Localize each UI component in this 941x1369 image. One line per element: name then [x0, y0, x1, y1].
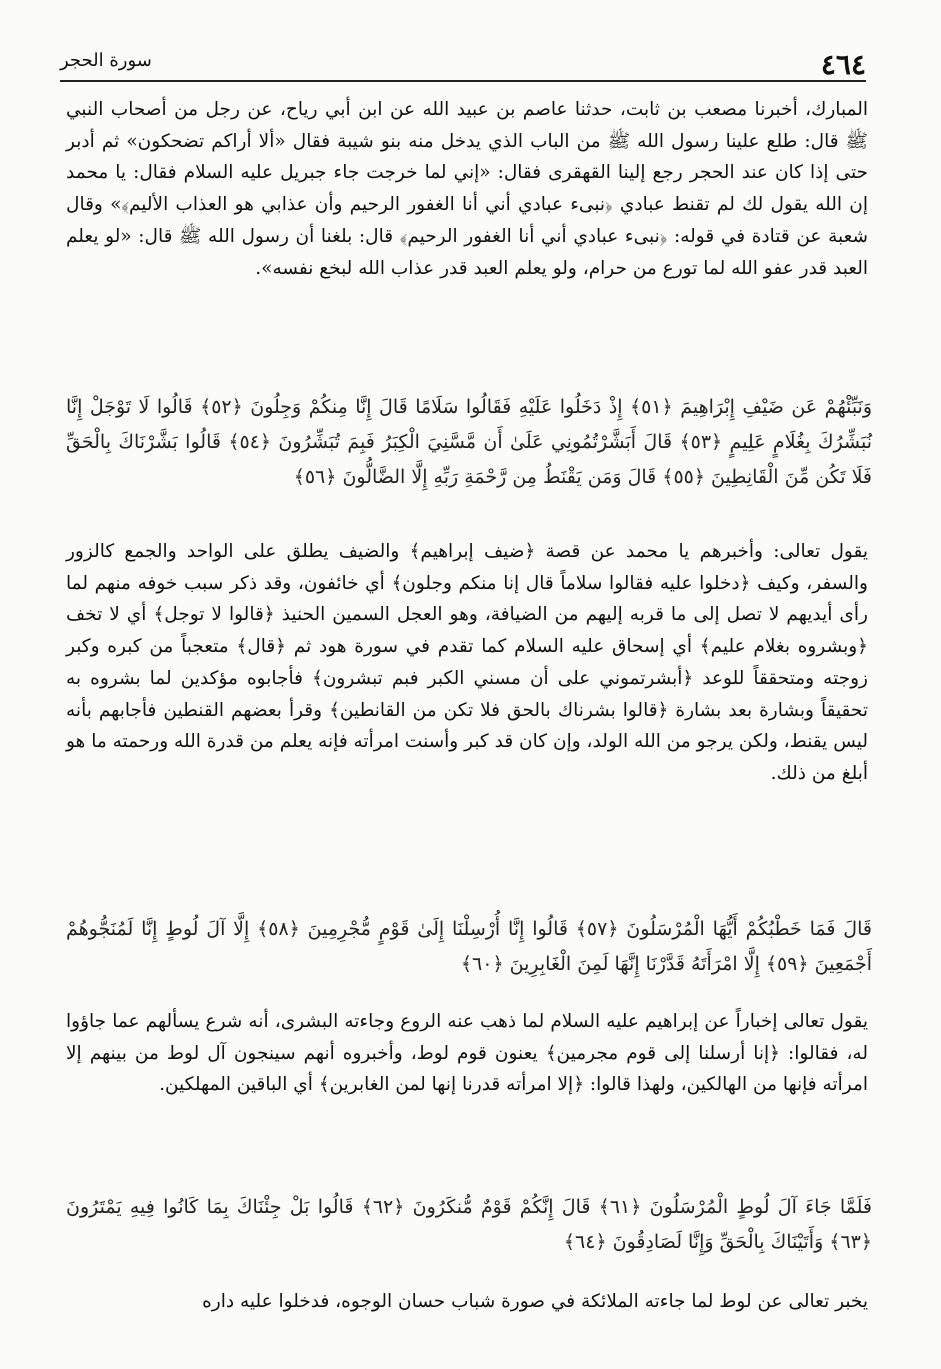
- surah-title: سورة الحجر: [60, 50, 152, 71]
- commentary-paragraph-1: المبارك، أخبرنا مصعب بن ثابت، حدثنا عاصم بن عبيد الله عن ابن أبي رياح، عن رجل من أصحاب النبي ﷺ قال: طلع علينا رسول الله ﷺ من الباب الذي يدخل منه بنو شيبة فقال «ألا أراكم تضحكون» ثم أدبر حتى إذا كان عند الحجر رجع إلينا القهقرى فقال: «إني لما خرجت جاء جبريل عليه السلام فقال: يا محمد إن الله يقول لك لم تقنط عبادي ﴿نبىء عبادي أني أنا الغفور الرحيم وأن عذابي هو العذاب الأليم﴾» وقال شعبة عن قتادة في قوله: ﴿نبىء عبادي أني أنا الغفور الرحيم﴾ قال: بلغنا أن رسول الله ﷺ قال: «لو يعلم العبد قدر عفو الله لما تورع من حرام، ولو يعلم العبد قدر عذاب الله لبخع نفسه».: [66, 99, 868, 279]
- quran-verses-51-56: وَنَبِّئْهُمْ عَن ضَيْفِ إِبْرَاهِيمَ ﴿٥١﴾ إِذْ دَخَلُوا عَلَيْهِ فَقَالُوا سَلَامًا قَالَ إِنَّا مِنكُمْ وَجِلُونَ ﴿٥٢﴾ قَالُوا لَا تَوْجَلْ إِنَّا نُبَشِّرُكَ بِغُلَامٍ عَلِيمٍ ﴿٥٣﴾ قَالَ أَبَشَّرْتُمُونِي عَلَىٰ أَن مَّسَّنِيَ الْكِبَرُ فَبِمَ تُبَشِّرُونَ ﴿٥٤﴾ قَالُوا بَشَّرْنَاكَ بِالْحَقِّ فَلَا تَكُن مِّنَ الْقَانِطِينَ ﴿٥٥﴾ قَالَ وَمَن يَقْنَطُ مِن رَّحْمَةِ رَبِّهِ إِلَّا الضَّالُّونَ ﴿٥٦﴾: [66, 396, 873, 488]
- commentary-paragraph-3: يقول تعالى إخباراً عن إبراهيم عليه السلام لما ذهب عنه الروع وجاءته البشرى، أنه شرع يسألهم عما جاؤوا له، فقالوا: ﴿إنا أرسلنا إلى قوم مجرمين﴾ يعنون قوم لوط، وأخبروه أنهم سينجون آل لوط من بينهم إلا امرأته فإنها من الهالكين، ولهذا قالوا: ﴿إلا امرأته قدرنا إنها لمن الغابرين﴾ أي الباقين المهلكين.: [66, 1011, 868, 1096]
- page-header: [60, 38, 866, 82]
- quran-verses-61-64: فَلَمَّا جَاءَ آلَ لُوطٍ الْمُرْسَلُونَ ﴿٦١﴾ قَالَ إِنَّكُمْ قَوْمٌ مُّنكَرُونَ ﴿٦٢﴾ قَالُوا بَلْ جِئْنَاكَ بِمَا كَانُوا فِيهِ يَمْتَرُونَ ﴿٦٣﴾ وَأَتَيْنَاكَ بِالْحَقِّ وَإِنَّا لَصَادِقُونَ ﴿٦٤﴾: [66, 1196, 872, 1253]
- page-number: ٤٦٤: [820, 48, 866, 81]
- commentary-paragraph-2: يقول تعالى: وأخبرهم يا محمد عن قصة ﴿ضيف إبراهيم﴾ والضيف يطلق على الواحد والجمع كالزور والسفر، وكيف ﴿دخلوا عليه فقالوا سلاماً قال إنا منكم وجلون﴾ أي خائفون، وقد ذكر سبب خوفه منهم لما رأى أيديهم لا تصل إلى ما قربه إليهم من الضيافة، وهو العجل السمين الحنيذ ﴿قالوا لا توجل﴾ أي لا تخف ﴿وبشروه بغلام عليم﴾ أي إسحاق عليه السلام كما تقدم في سورة هود ثم ﴿قال﴾ متعجباً من كبره وكبر زوجته ومتحققاً للوعد ﴿أبشرتموني على أن مسني الكبر فبم تبشرون﴾ فأجابوه مؤكدين لما بشروه به تحقيقاً وبشارة بعد بشارة ﴿قالوا بشرناك بالحق فلا تكن من القانطين﴾ وقرأ بعضهم القنطين فأجابهم بأنه ليس يقنط، ولكن يرجو من الله الولد، وإن كان قد كبر وأسنت امرأته فإنه يعلم من قدرة الله ورحمته ما هو أبلغ من ذلك.: [66, 541, 868, 784]
- quran-verses-57-60: قَالَ فَمَا خَطْبُكُمْ أَيُّهَا الْمُرْسَلُونَ ﴿٥٧﴾ قَالُوا إِنَّا أُرْسِلْنَا إِلَىٰ قَوْمٍ مُّجْرِمِينَ ﴿٥٨﴾ إِلَّا آلَ لُوطٍ إِنَّا لَمُنَجُّوهُمْ أَجْمَعِينَ ﴿٥٩﴾ إِلَّا امْرَأَتَهُ قَدَّرْنَا إِنَّهَا لَمِنَ الْغَابِرِينَ ﴿٦٠﴾: [66, 918, 872, 975]
- commentary-paragraph-4: يخبر تعالى عن لوط لما جاءته الملائكة في صورة شباب حسان الوجوه، فدخلوا عليه داره: [202, 1291, 868, 1312]
